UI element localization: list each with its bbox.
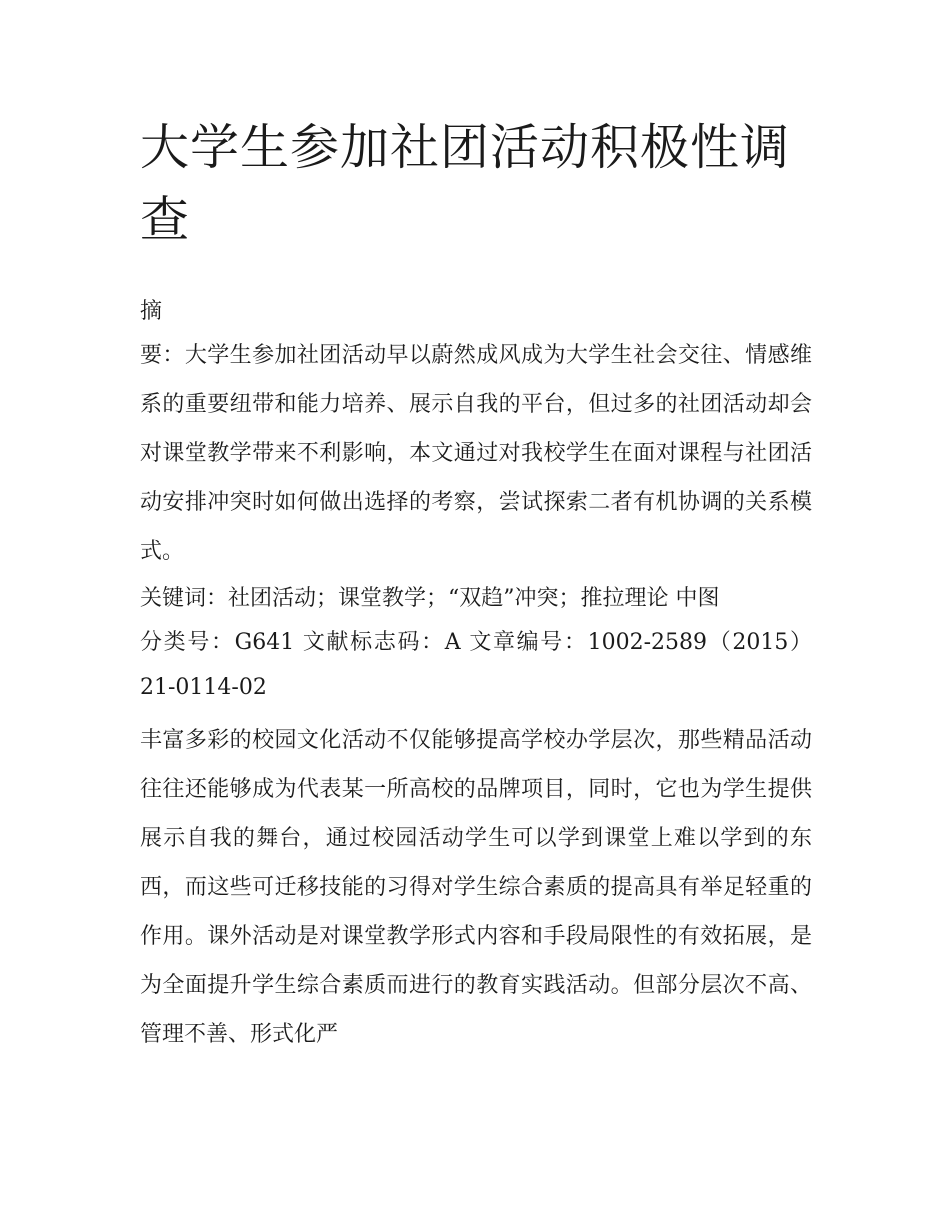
- abstract-text: 要：大学生参加社团活动早以蔚然成风成为大学生社会交往、情感维系的重要纽带和能力培养、展示自我的平台，但过多的社团活动却会对课堂教学带来不利影响，本文通过对我校学生在面对课程与社团活动安排冲突时如何做出选择的考察，尝试探索二者有机协调的关系模式。: [140, 343, 812, 564]
- abstract-heading: 摘: [140, 299, 163, 324]
- body-paragraph: 丰富多彩的校园文化活动不仅能够提高学校办学层次，那些精品活动往往还能够成为代表某一所高校的品牌项目，同时，它也为学生提供展示自我的舞台，通过校园活动学生可以学到课堂上难以学到的东西，而这些可迁移技能的习得对学生综合素质的提高具有举足轻重的作用。课外活动是对课堂教学形式内容和手段局限性的有效拓展，是为全面提升学生综合素质而进行的教育实践活动。但部分层次不高、管理不善、形式化严: [140, 728, 812, 1047]
- classification-line: 分类号：G641 文献标志码：A 文章编号：1002-2589（2015）21-0114-02: [140, 630, 812, 700]
- document-page: [140, 112, 812, 1059]
- document-title: 大学生参加社团活动积极性调查: [140, 119, 791, 248]
- keywords-line: 关键词：社团活动；课堂教学；“双趋”冲突；推拉理论 中图: [140, 586, 720, 611]
